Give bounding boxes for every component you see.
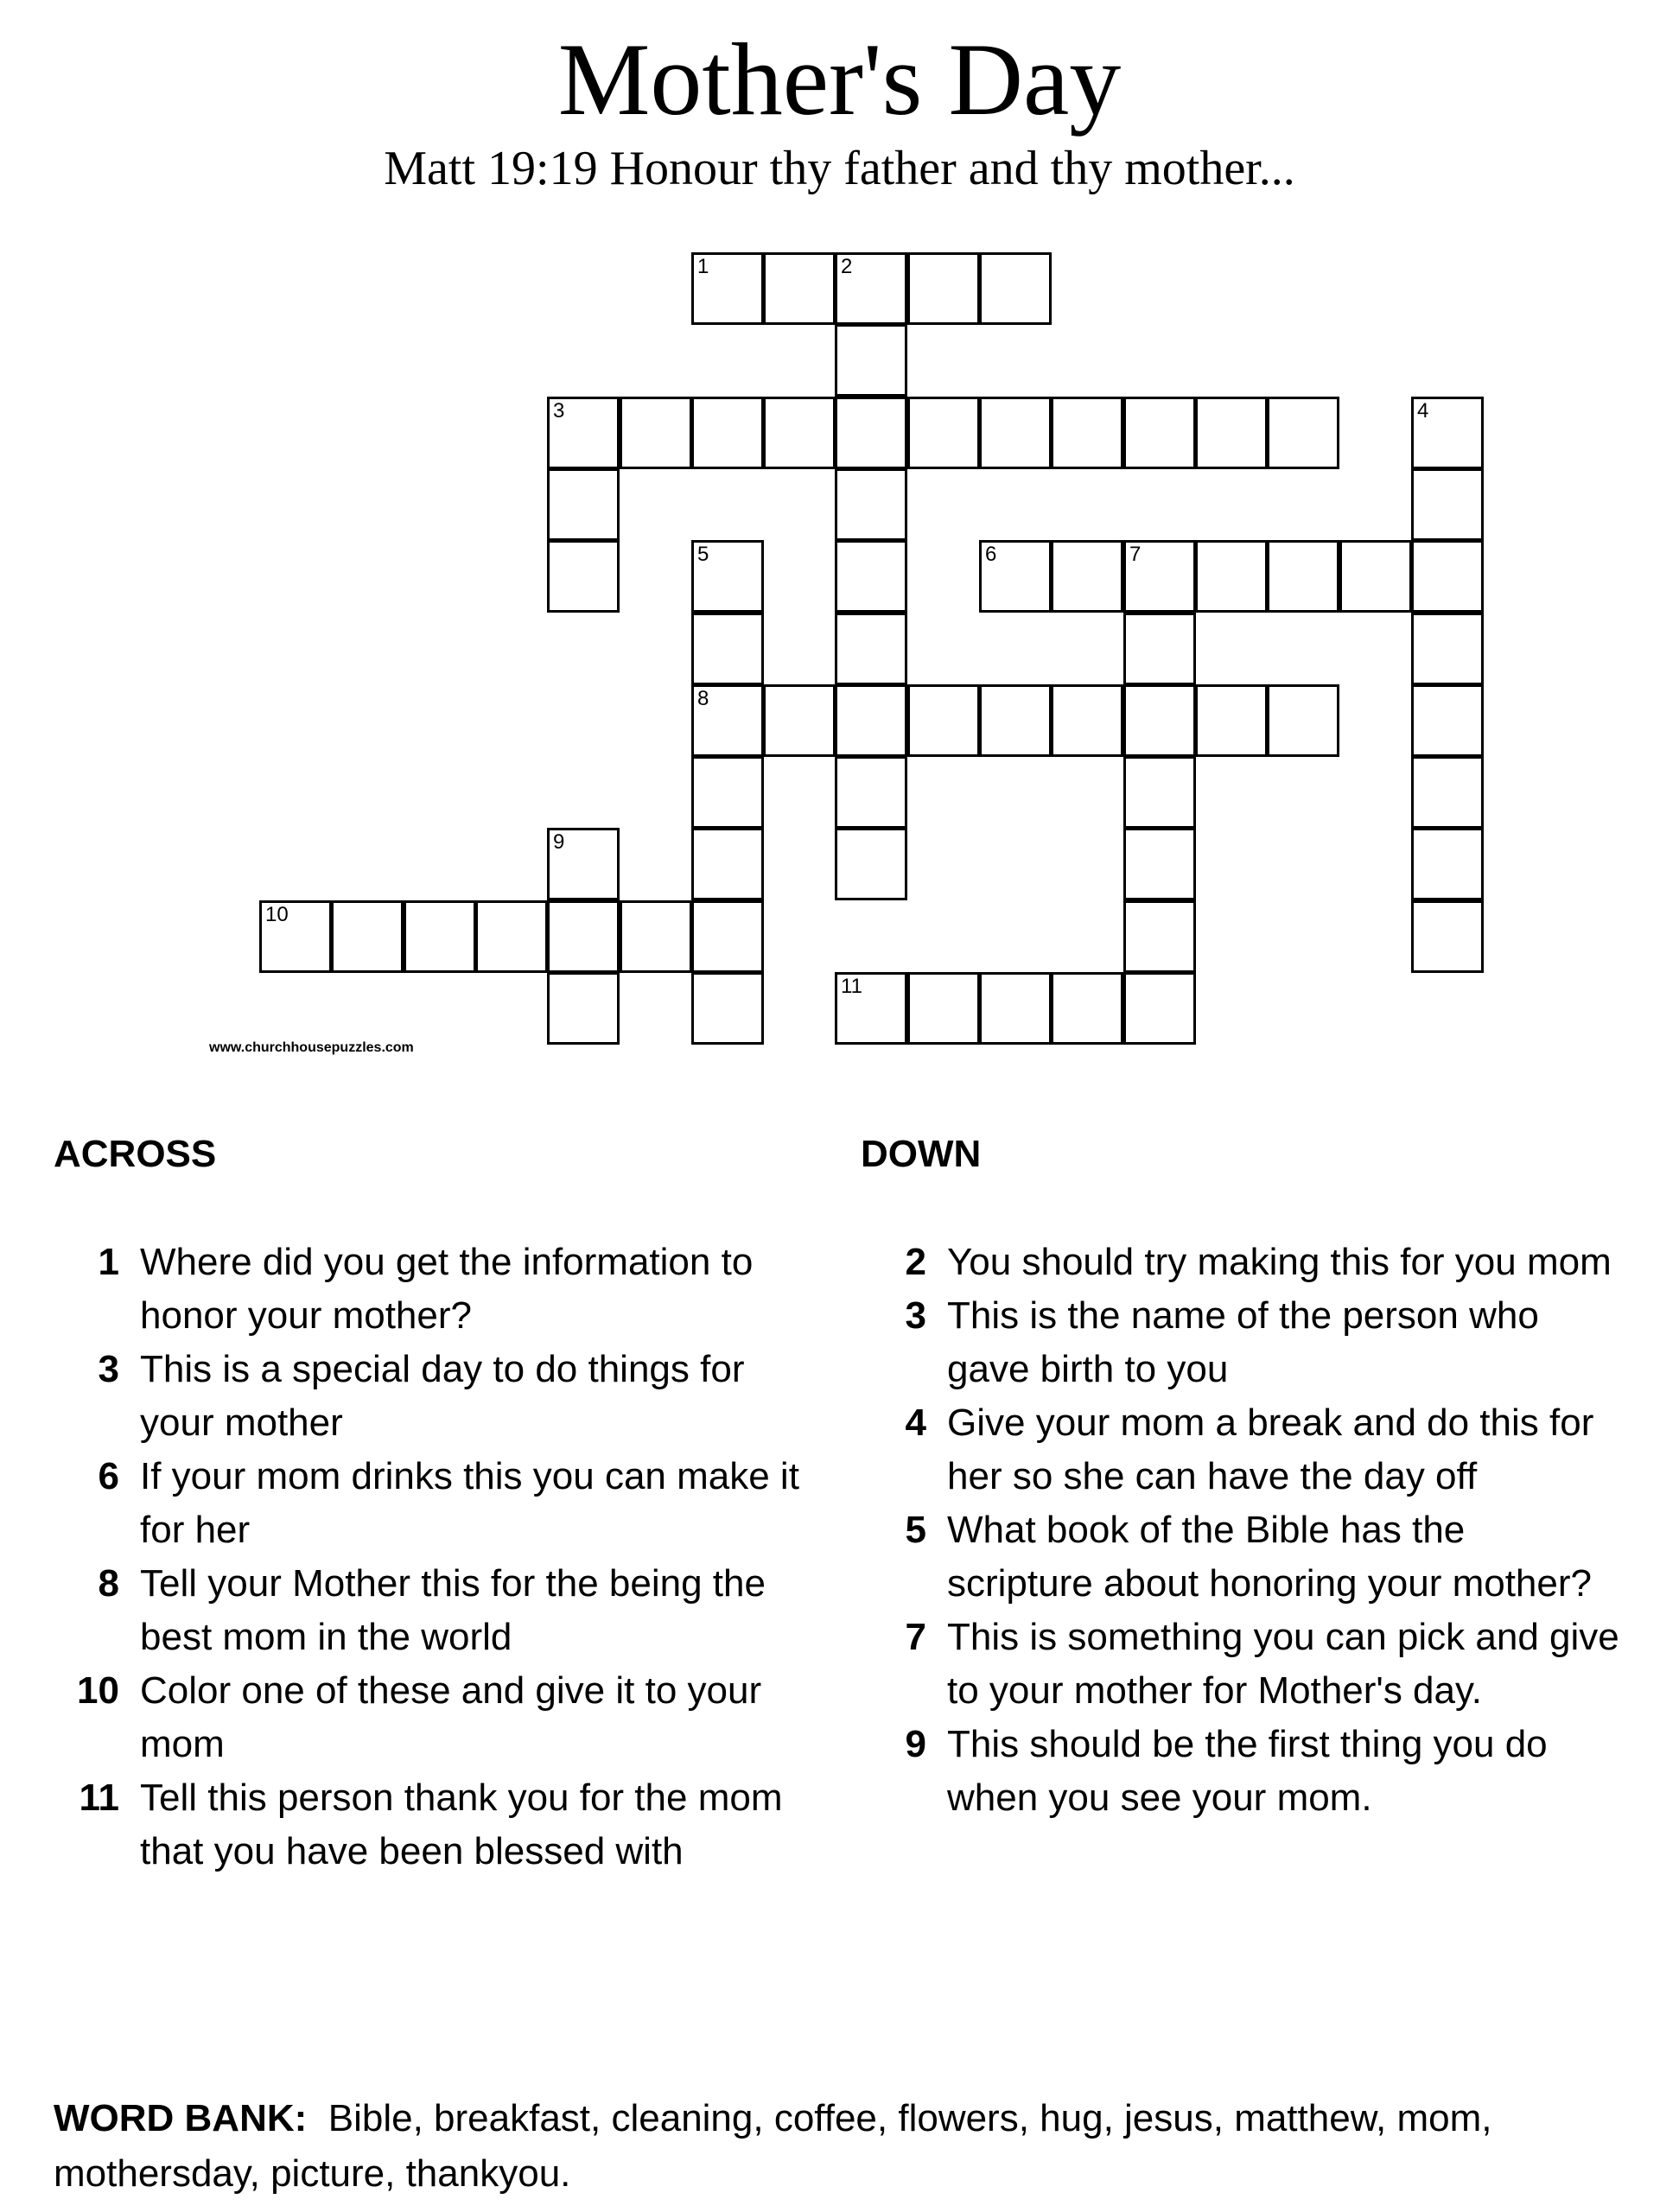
clue-text: This is a special day to do things for your mother xyxy=(140,1348,745,1444)
grid-cell[interactable] xyxy=(620,397,692,469)
cell-number: 4 xyxy=(1417,399,1429,423)
cell-number: 11 xyxy=(841,975,862,998)
cell-number: 5 xyxy=(697,543,709,566)
grid-cell[interactable] xyxy=(979,972,1052,1045)
clue-number: 9 xyxy=(905,1723,926,1765)
word-bank xyxy=(54,2091,1540,2202)
grid-cell[interactable] xyxy=(1123,397,1196,469)
grid-cell[interactable] xyxy=(475,900,548,973)
clue-item xyxy=(861,1718,1621,1825)
grid-cell[interactable] xyxy=(691,684,764,757)
across-clues xyxy=(54,1236,814,1878)
clue-number: 3 xyxy=(98,1348,119,1390)
cell-number: 8 xyxy=(697,687,709,710)
grid-cell[interactable] xyxy=(1411,828,1484,900)
clue-text: This is the name of the person who gave birth to you xyxy=(947,1294,1539,1390)
grid-cell[interactable] xyxy=(1411,900,1484,973)
grid-cell[interactable] xyxy=(835,324,907,397)
grid-cell[interactable] xyxy=(691,828,764,900)
grid-cell[interactable] xyxy=(1267,684,1339,757)
cell-number: 2 xyxy=(841,255,853,278)
grid-cell[interactable] xyxy=(835,684,907,757)
word-bank-label: WORD BANK: xyxy=(54,2097,308,2139)
clue-number: 6 xyxy=(98,1455,119,1497)
word-bank-words: Bible, breakfast, cleaning, coffee, flowers, hug, jesus, matthew, mom, mothersday, picture, thankyou. xyxy=(54,2097,1492,2195)
cell-number: 1 xyxy=(697,255,709,278)
grid-cell[interactable] xyxy=(1267,397,1339,469)
grid-cell[interactable] xyxy=(979,540,1052,613)
grid-cell[interactable] xyxy=(907,972,980,1045)
grid-cell[interactable] xyxy=(1051,397,1123,469)
grid-cell[interactable] xyxy=(547,972,620,1045)
scripture-subtitle: Matt 19:19 Honour thy father and thy mother... xyxy=(384,142,1295,195)
clue-number: 8 xyxy=(98,1562,119,1605)
grid-cell[interactable] xyxy=(1267,540,1339,613)
grid-cell[interactable] xyxy=(1123,684,1196,757)
grid-cell[interactable] xyxy=(1411,756,1484,829)
cell-number: 9 xyxy=(553,830,565,854)
crossword-grid xyxy=(0,0,1679,1071)
cell-number: 7 xyxy=(1129,543,1142,566)
grid-cell[interactable] xyxy=(1051,684,1123,757)
grid-cell[interactable] xyxy=(835,613,907,685)
clue-item xyxy=(54,1450,814,1557)
clue-text: You should try making this for you mom xyxy=(947,1241,1612,1283)
grid-cell[interactable] xyxy=(835,252,907,325)
cell-number: 3 xyxy=(553,399,565,423)
clue-item xyxy=(54,1664,814,1771)
grid-cell[interactable] xyxy=(691,972,764,1045)
grid-cell[interactable] xyxy=(259,900,332,973)
clue-number: 4 xyxy=(905,1402,926,1444)
grid-cell[interactable] xyxy=(835,828,907,900)
clue-item xyxy=(54,1236,814,1343)
grid-cell[interactable] xyxy=(1195,397,1268,469)
grid-cell[interactable] xyxy=(1123,900,1196,973)
grid-cell[interactable] xyxy=(1123,613,1196,685)
clue-number: 3 xyxy=(905,1294,926,1337)
grid-cell[interactable] xyxy=(835,756,907,829)
clue-item xyxy=(861,1503,1621,1611)
grid-cell[interactable] xyxy=(691,613,764,685)
grid-cell[interactable] xyxy=(835,972,907,1045)
grid-cell[interactable] xyxy=(835,397,907,469)
grid-cell[interactable] xyxy=(691,756,764,829)
down-heading: DOWN xyxy=(861,1133,982,1175)
grid-cell[interactable] xyxy=(691,540,764,613)
clue-item xyxy=(861,1611,1621,1718)
grid-cell[interactable] xyxy=(1123,540,1196,613)
grid-cell[interactable] xyxy=(1411,468,1484,541)
grid-cell[interactable] xyxy=(763,397,836,469)
grid-cell[interactable] xyxy=(1411,684,1484,757)
grid-cell[interactable] xyxy=(404,900,476,973)
cell-number: 10 xyxy=(265,903,289,926)
grid-cell[interactable] xyxy=(1195,684,1268,757)
grid-cell[interactable] xyxy=(763,684,836,757)
clue-number: 5 xyxy=(905,1509,926,1551)
clue-text: If your mom drinks this you can make it for her xyxy=(140,1455,799,1551)
grid-cell[interactable] xyxy=(763,252,836,325)
clue-text: Tell this person thank you for the mom that you have been blessed with xyxy=(140,1777,783,1872)
clue-item xyxy=(861,1236,1621,1289)
grid-cell[interactable] xyxy=(1411,613,1484,685)
grid-cell[interactable] xyxy=(1411,397,1484,469)
grid-cell[interactable] xyxy=(620,900,692,973)
clue-item xyxy=(54,1771,814,1878)
clue-text: Where did you get the information to honor your mother? xyxy=(140,1241,754,1337)
grid-cell[interactable] xyxy=(691,397,764,469)
across-heading: ACROSS xyxy=(54,1133,217,1175)
clue-text: Tell your Mother this for the being the best mom in the world xyxy=(140,1562,766,1658)
clue-number: 11 xyxy=(79,1777,119,1819)
page-title: Mother's Day xyxy=(557,22,1122,137)
grid-cell[interactable] xyxy=(1123,972,1196,1045)
clue-text: This is something you can pick and give to your mother for Mother's day. xyxy=(947,1616,1619,1712)
down-clues xyxy=(861,1236,1621,1825)
clue-text: What book of the Bible has the scripture about honoring your mother? xyxy=(947,1509,1592,1605)
grid-cell[interactable] xyxy=(979,252,1052,325)
clue-number: 7 xyxy=(905,1616,926,1658)
grid-cell[interactable] xyxy=(547,828,620,900)
grid-cell[interactable] xyxy=(907,397,980,469)
website-credit: www.churchhousepuzzles.com xyxy=(209,1040,414,1055)
grid-cell[interactable] xyxy=(547,900,620,973)
grid-cell[interactable] xyxy=(547,540,620,613)
grid-cell[interactable] xyxy=(1123,828,1196,900)
clue-number: 10 xyxy=(77,1669,119,1712)
grid-cell[interactable] xyxy=(547,397,620,469)
clue-item xyxy=(54,1343,814,1450)
clue-text: Give your mom a break and do this for her so she can have the day off xyxy=(947,1402,1594,1497)
grid-cell[interactable] xyxy=(1123,756,1196,829)
clue-number: 1 xyxy=(98,1241,119,1283)
grid-cell[interactable] xyxy=(1195,540,1268,613)
grid-cell[interactable] xyxy=(547,468,620,541)
grid-cell[interactable] xyxy=(691,900,764,973)
grid-cell[interactable] xyxy=(907,252,980,325)
grid-cell[interactable] xyxy=(835,468,907,541)
grid-cell[interactable] xyxy=(1051,540,1123,613)
grid-cell[interactable] xyxy=(1051,972,1123,1045)
cell-number: 6 xyxy=(985,543,997,566)
grid-cell[interactable] xyxy=(907,684,980,757)
clue-item xyxy=(861,1396,1621,1503)
clue-text: This should be the first thing you do when you see your mom. xyxy=(947,1723,1548,1819)
grid-cell[interactable] xyxy=(979,397,1052,469)
clue-number: 2 xyxy=(905,1241,926,1283)
grid-cell[interactable] xyxy=(691,252,764,325)
clue-item xyxy=(861,1289,1621,1396)
grid-cell[interactable] xyxy=(1411,540,1484,613)
clue-item xyxy=(54,1557,814,1664)
grid-cell[interactable] xyxy=(331,900,404,973)
clue-text: Color one of these and give it to your mom xyxy=(140,1669,762,1765)
grid-cell[interactable] xyxy=(979,684,1052,757)
grid-cell[interactable] xyxy=(1339,540,1412,613)
grid-cell[interactable] xyxy=(835,540,907,613)
